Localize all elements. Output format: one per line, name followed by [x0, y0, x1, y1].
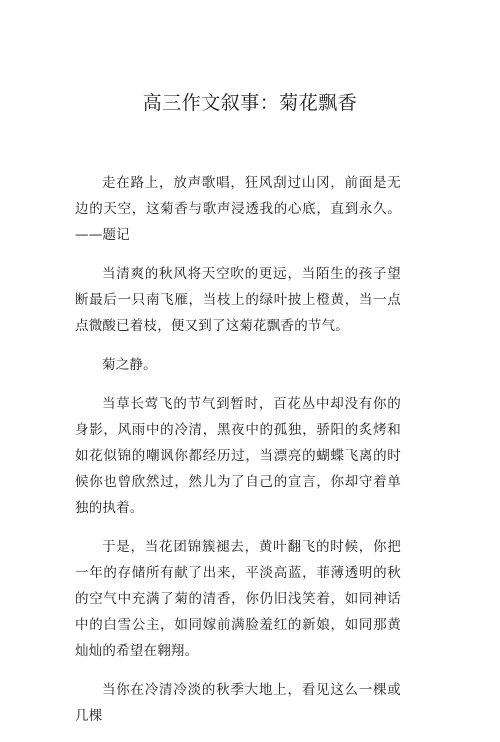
page-title: 高三作文叙事：菊花飘香 [142, 92, 358, 114]
paragraph-5: 于是，当花团锦簇褪去，黄叶翻飞的时候，你把一年的存储所有献了出来，平淡高蓝，菲薄透明的秋的空气中充满了菊的清香，你仍旧浅笑着，如同神话中的白雪公主，如同嫁前满脸羞红的新娘，如同那黄灿灿的希望在翱翔。 [75, 539, 401, 659]
paragraph-4: 当草长莺飞的节气到暂时，百花丛中却没有你的身影，风雨中的冷清，黑夜中的孤独，骄阳的炙烤和如花似锦的嘲讽你都经历过，当漂亮的蝴蝶飞离的时候你也曾欣然过，然儿为了自己的宣言，你却守着单独的执着。 [75, 396, 401, 516]
paragraph-6: 当你在冷清冷淡的秋季大地上，看见这么一棵或几棵 [75, 682, 401, 724]
article-body [75, 170, 401, 742]
paragraph-1: 走在路上，放声歌唱，狂风刮过山冈，前面是无边的天空，这菊香与歌声浸透我的心底，直到永久。——题记 [75, 175, 401, 243]
paragraph-2: 当清爽的秋风将天空吹的更远，当陌生的孩子望断最后一只南飞雁，当枝上的绿叶披上橙黄，当一点点微酸已着枝，便又到了这菊花飘香的节气。 [75, 266, 401, 334]
paragraph-3: 菊之静。 [102, 357, 157, 373]
